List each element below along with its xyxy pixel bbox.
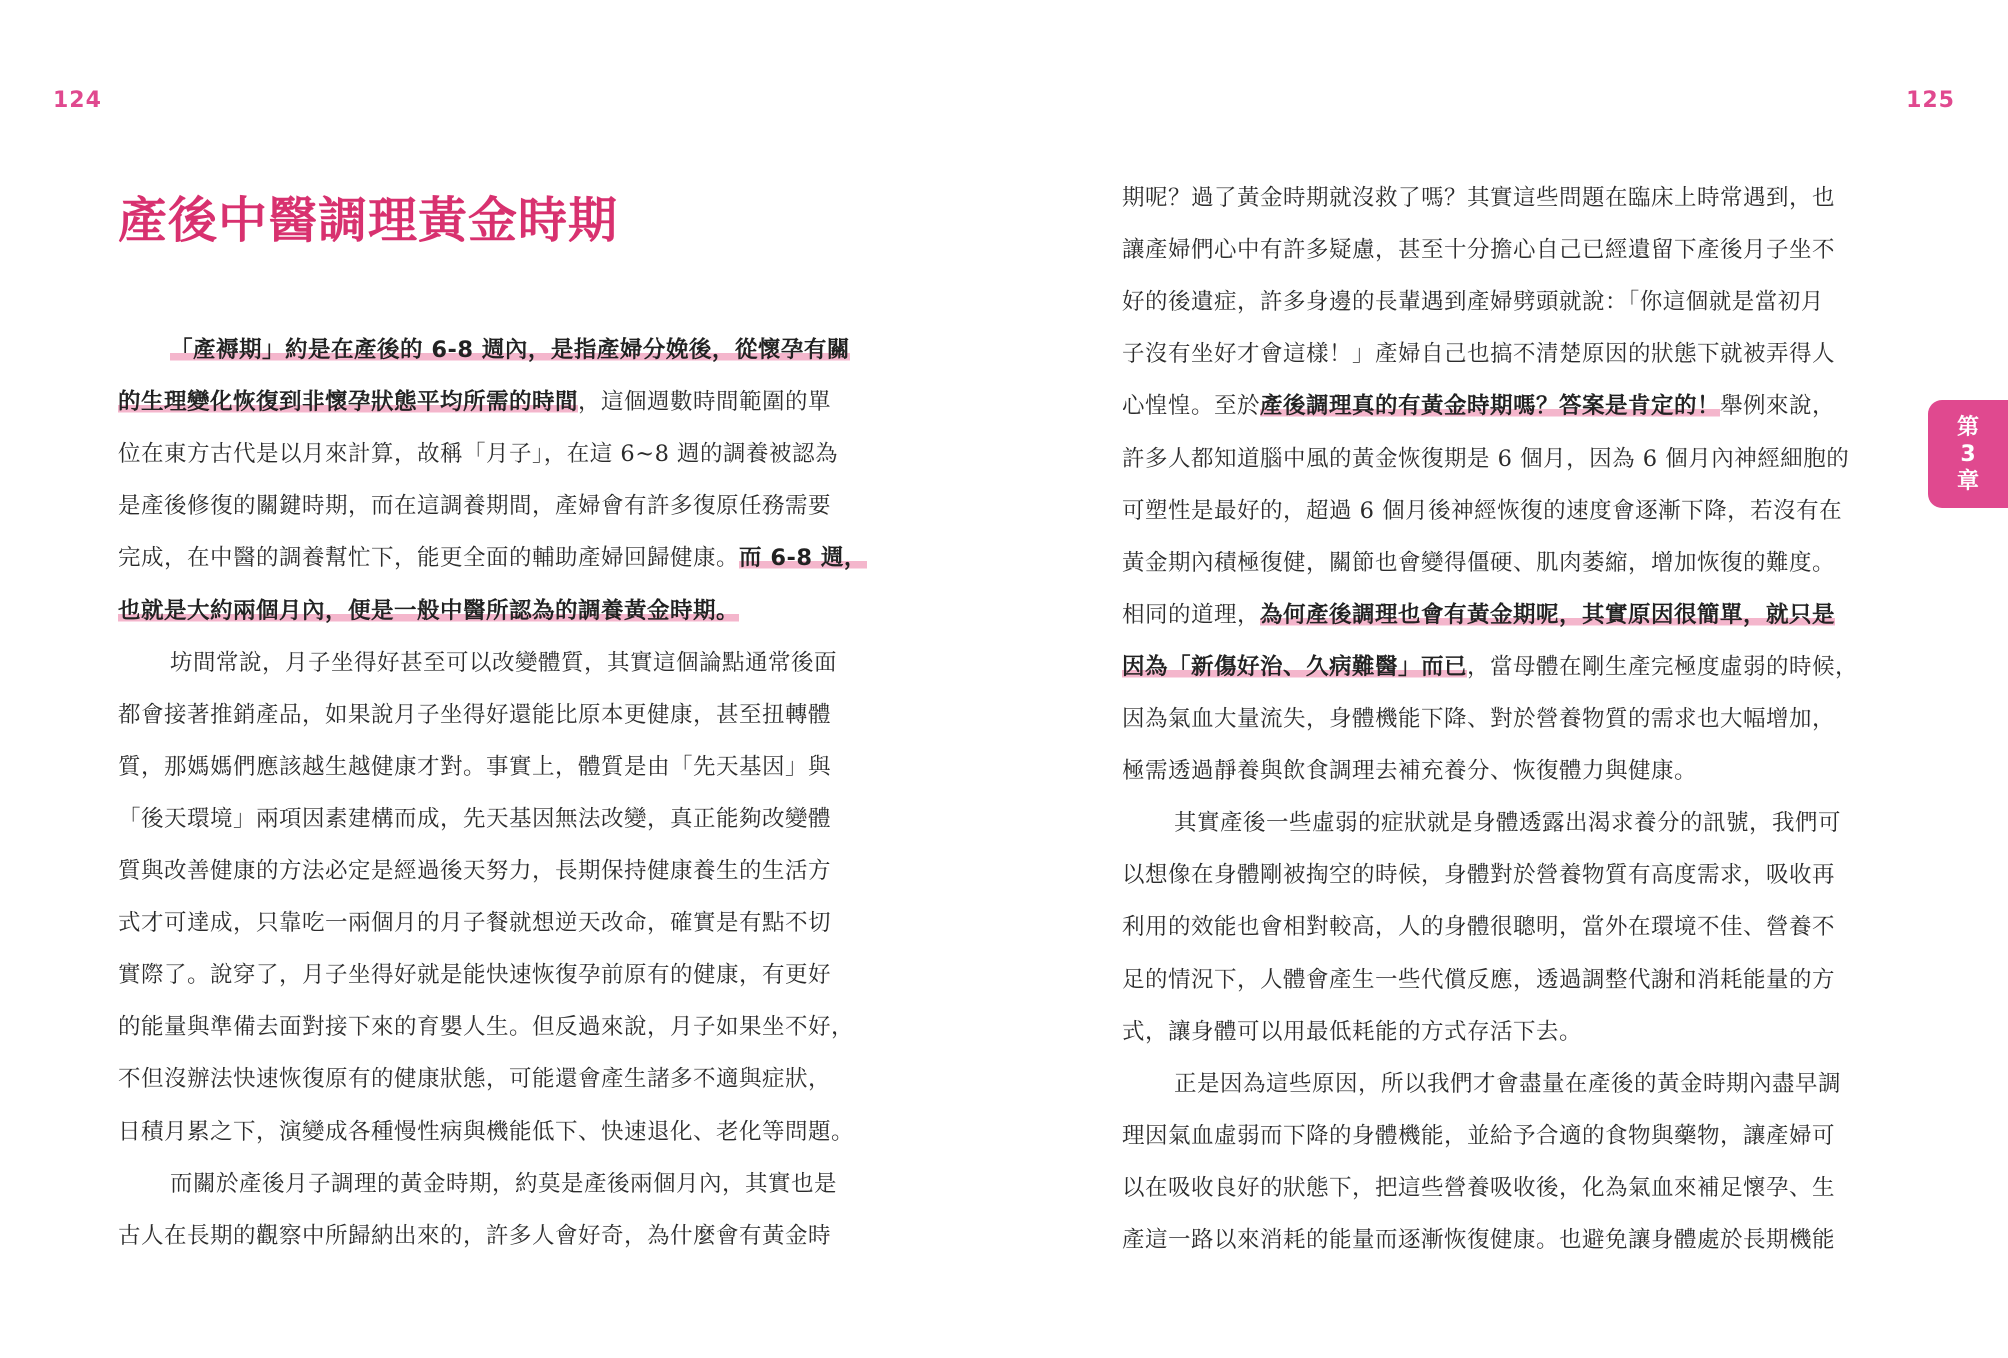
body-text: 位在東方古代是以月來計算，故稱「月子」，在這 6~8 週的調養被認為 — [118, 441, 839, 468]
highlighted-text: 而 6-8 週， — [739, 545, 867, 572]
body-text: 是產後修復的關鍵時期，而在這調養期間，產婦會有許多復原任務需要 — [118, 493, 832, 520]
highlighted-text: 也就是大約兩個月內，便是一般中醫所認為的調養黃金時期。 — [118, 597, 740, 624]
text-line — [118, 741, 831, 793]
text-line — [1122, 1214, 1835, 1266]
text-line — [1122, 1006, 1582, 1058]
text-line — [1122, 693, 1835, 745]
text-line — [118, 376, 831, 428]
text-line — [1122, 224, 1835, 276]
text-line — [118, 324, 850, 376]
highlighted-text: 因為「新傷好治、久病難醫」而已 — [1122, 653, 1468, 680]
body-text: 實際了。說穿了，月子坐得好就是能快速恢復孕前原有的健康，有更好 — [118, 962, 832, 989]
body-text: ，當母體在剛生產完極度虛弱的時候， — [1467, 653, 1859, 680]
body-text: 產這一路以來消耗的能量而逐漸恢復健康。也避免讓身體處於長期機能 — [1122, 1227, 1836, 1253]
body-text: 子沒有坐好才會這樣！」產婦自己也搞不清楚原因的狀態下就被弄得人 — [1122, 341, 1836, 368]
text-line — [118, 585, 739, 637]
text-line — [118, 1158, 837, 1210]
body-text: 好的後遺症，許多身邊的長輩遇到產婦劈頭就說：「你這個就是當初月 — [1122, 289, 1824, 316]
body-text: 以想像在身體剛被掏空的時候，身體對於營養物質有高度需求，吸收再 — [1122, 862, 1836, 889]
text-line — [118, 689, 831, 741]
body-text: 可塑性是最好的，超過 6 個月後神經恢復的速度會逐漸下降，若沒有在 — [1122, 497, 1843, 524]
text-line — [118, 793, 831, 845]
text-line — [1122, 276, 1824, 328]
text-line — [1122, 797, 1841, 849]
body-text: 因為氣血大量流失，身體機能下降、對於營養物質的需求也大幅增加， — [1122, 706, 1836, 732]
body-text: 其實產後一些虛弱的症狀就是身體透露出渴求養分的訊號，我們可 — [1174, 810, 1842, 837]
text-line — [1122, 1058, 1841, 1110]
body-text: ，這個週數時間範圍的單 — [578, 389, 832, 416]
body-text: 日積月累之下，演變成各種慢性病與機能低下、快速退化、老化等問題。 — [118, 1118, 855, 1145]
body-text: 完成，在中醫的調養幫忙下，能更全面的輔助產婦回歸健康。 — [118, 545, 740, 572]
highlighted-text: 產後調理真的有黃金時期嗎？答案是肯定的！ — [1260, 393, 1721, 420]
page-title: 產後中醫調理黃金時期 — [118, 192, 619, 249]
chapter-tab[interactable] — [1928, 400, 2008, 508]
text-line — [118, 532, 867, 584]
text-line — [1122, 641, 1858, 693]
text-line — [118, 1001, 854, 1053]
text-line — [118, 845, 831, 897]
body-text: 讓產婦們心中有許多疑慮，甚至十分擔心自己已經遺留下產後月子坐不 — [1122, 237, 1836, 264]
body-text: 古人在長期的觀察中所歸納出來的，許多人會好奇，為什麼會有黃金時 — [118, 1222, 832, 1249]
highlighted-text: 「產褥期」約是在產後的 6-8 週內，是指產婦分娩後，從懷孕有關 — [170, 337, 850, 363]
text-line — [1122, 745, 1697, 797]
text-line — [1122, 380, 1835, 432]
text-line — [118, 1053, 831, 1105]
text-line — [1122, 849, 1835, 901]
chapter-tab-prefix: 第 — [1956, 414, 1979, 440]
body-text: 坊間常說，月子坐得好甚至可以改變體質，其實這個論點通常後面 — [170, 649, 838, 676]
text-line — [118, 1210, 831, 1262]
text-line — [1122, 901, 1835, 953]
text-line — [1122, 433, 1849, 485]
body-text: 正是因為這些原因，所以我們才會盡量在產後的黃金時期內盡早調 — [1174, 1070, 1842, 1097]
body-text: 的能量與準備去面對接下來的育嬰人生。但反過來說，月子如果坐不好， — [118, 1014, 855, 1041]
highlighted-text: 的生理變化恢復到非懷孕狀態平均所需的時間 — [118, 389, 579, 416]
body-text: 而關於產後月子調理的黃金時期，約莫是產後兩個月內，其實也是 — [170, 1170, 838, 1197]
body-text: 許多人都知道腦中風的黃金恢復期是 6 個月，因為 6 個月內神經細胞的 — [1122, 445, 1850, 472]
chapter-tab-suffix: 章 — [1956, 468, 1979, 494]
body-text: 式才可達成，只靠吃一兩個月的月子餐就想逆天改命，確實是有點不切 — [118, 910, 832, 937]
body-text: 舉例來說， — [1720, 393, 1836, 420]
text-line — [1122, 1162, 1835, 1214]
body-text: 質，那媽媽們應該越生越健康才對。事實上，體質是由「先天基因」與 — [118, 753, 832, 780]
body-text: 足的情況下，人體會產生一些代償反應，透過調整代謝和消耗能量的方 — [1122, 966, 1836, 993]
body-text: 式，讓身體可以用最低耗能的方式存活下去。 — [1122, 1018, 1583, 1045]
body-text: 都會接著推銷產品，如果說月子坐得好還能比原本更健康，甚至扭轉體 — [118, 701, 832, 728]
body-text: 「後天環境」兩項因素建構而成，先天基因無法改變，真正能夠改變體 — [118, 805, 832, 832]
text-line — [1122, 328, 1835, 380]
text-line — [1122, 537, 1835, 589]
body-text: 期呢？過了黃金時期就沒救了嗎？其實這些問題在臨床上時常遇到，也 — [1122, 185, 1836, 211]
body-text: 利用的效能也會相對較高，人的身體很聰明，當外在環境不佳、營養不 — [1122, 914, 1836, 941]
text-line — [118, 897, 831, 949]
page-number-right: 125 — [1906, 88, 1955, 113]
body-text: 不但沒辦法快速恢復原有的健康狀態，可能還會產生諸多不適與症狀， — [118, 1066, 832, 1093]
chapter-tab-number: 3 — [1960, 441, 1976, 467]
body-text: 極需透過靜養與飲食調理去補充養分、恢復體力與健康。 — [1122, 758, 1698, 785]
body-text: 以在吸收良好的狀態下，把這些營養吸收後，化為氣血來補足懷孕、生 — [1122, 1174, 1836, 1201]
body-text: 質與改善健康的方法必定是經過後天努力，長期保持健康養生的生活方 — [118, 858, 832, 884]
page-number-left: 124 — [53, 88, 102, 113]
text-line — [1122, 589, 1835, 641]
text-line — [1122, 1110, 1835, 1162]
body-text: 心惶惶。至於 — [1122, 393, 1261, 420]
body-text: 黃金期內積極復健，關節也會變得僵硬、肌肉萎縮，增加恢復的難度。 — [1122, 549, 1836, 576]
text-line — [1122, 954, 1835, 1006]
text-line — [1122, 485, 1842, 537]
body-text: 相同的道理， — [1122, 601, 1261, 628]
text-line — [118, 480, 831, 532]
text-line — [1122, 172, 1835, 224]
highlighted-text: 為何產後調理也會有黃金期呢，其實原因很簡單，就只是 — [1260, 601, 1836, 628]
text-line — [118, 1106, 854, 1158]
text-line — [118, 428, 838, 480]
text-line — [118, 637, 837, 689]
body-text: 理因氣血虛弱而下降的身體機能，並給予合適的食物與藥物，讓產婦可 — [1122, 1122, 1836, 1149]
text-line — [118, 949, 831, 1001]
